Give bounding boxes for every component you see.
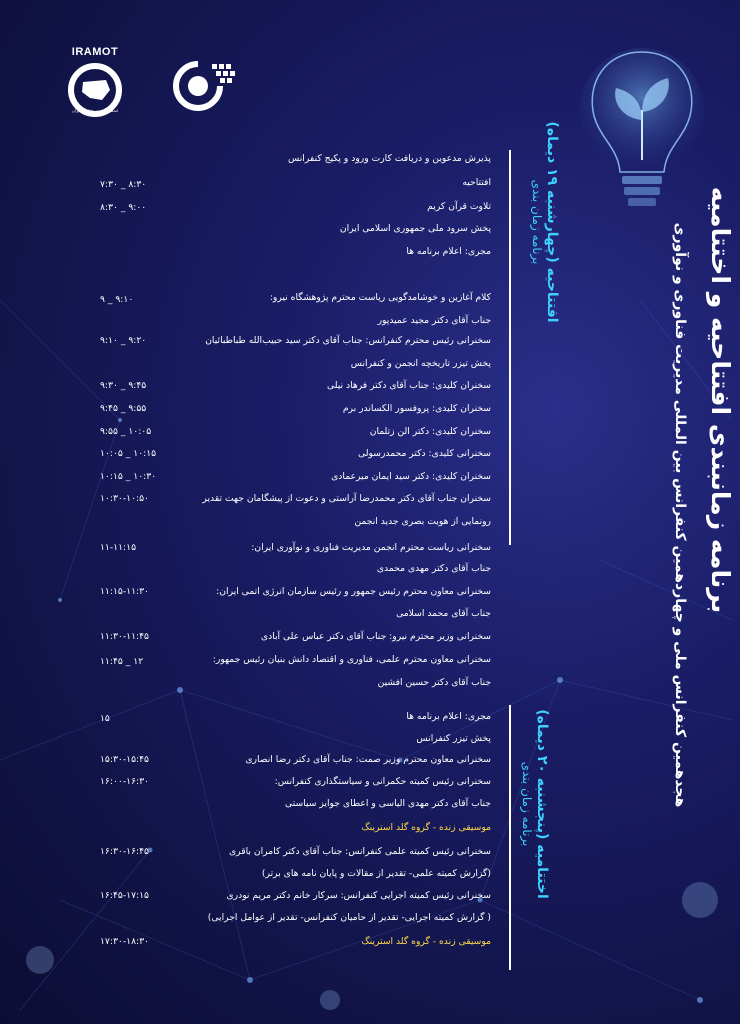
schedule-item-text: سخنرانی رئیس کمیته اجرایی کنفرانس: سرکار خانم دکتر مریم نودری xyxy=(226,890,491,901)
schedule-item-time: ۱۶:۳۰-۱۶:۴۵ xyxy=(100,846,149,857)
schedule-item-text: سخنران کلیدی: دکتر سید ایمان میرعمادی xyxy=(331,471,491,482)
schedule-item-time xyxy=(100,313,220,329)
schedule-item-time: ۹ _ ۹:۱۰ xyxy=(100,294,134,305)
schedule-item-text: موسیقی زنده - گروه گلد استرینگ xyxy=(361,822,491,833)
schedule-item-time xyxy=(100,151,220,167)
schedule-item-text: پخش سرود ملی جمهوری اسلامی ایران xyxy=(339,223,491,234)
schedule-item-text: مجری: اعلام برنامه ها xyxy=(406,711,491,722)
schedule-item-text: سخنرانی وزیر محترم نیرو: جناب آقای دکتر عباس علی آبادی xyxy=(260,631,491,642)
schedule-item-time: ۸:۳۰ _ ۹:۰۰ xyxy=(100,202,147,213)
schedule-item-text: تلاوت قرآن کریم xyxy=(427,201,491,212)
conference-subtitle: هجدهمین کنفرانس ملی و چهاردهمین کنفرانس بین المللی مدیریت فناوری و نوآوری xyxy=(672,222,688,808)
schedule-item-time: ۹:۱۰ _ ۹:۲۰ xyxy=(100,335,147,346)
schedule-item-time: ۱۵ xyxy=(100,713,110,724)
main-title: برنامه زمانبندی افتتاحیه و اختتامیه xyxy=(706,186,735,614)
schedule-item-text: موسیقی زنده - گروه گلد استرینگ xyxy=(361,936,491,947)
schedule-item-time xyxy=(100,606,220,622)
closing-divider xyxy=(509,705,511,970)
schedule-item-time: ۱۱:۱۵-۱۱:۳۰ xyxy=(100,586,149,597)
schedule-item-text: جناب آقای دکتر حسین افشین xyxy=(377,677,491,688)
schedule-item-text: مجری: اعلام برنامه ها xyxy=(406,246,491,257)
schedule-item-time: ۱۱-۱۱:۱۵ xyxy=(100,542,137,553)
schedule-item-text: سخنران کلیدی: جناب آقای دکتر فرهاد نیلی xyxy=(327,380,491,391)
schedule-item-time: ۱۶:۰۰-۱۶:۳۰ xyxy=(100,776,149,787)
schedule-item-time: ۱۶:۴۵-۱۷:۱۵ xyxy=(100,890,149,901)
opening-subtitle: برنامه زمان بندی xyxy=(530,179,544,265)
schedule-item-text: (گزارش کمیته علمی- تقدیر از مقالات و پایان نامه های برتر) xyxy=(261,868,491,879)
schedule-item-text: سخنرانی کلیدی: دکتر محمدرسولی xyxy=(358,448,491,459)
iramot-logo-label: IRAMOT xyxy=(71,46,119,58)
schedule-item-text: سخنرانی معاون محترم رئیس جمهور و رئیس سازمان انرژی اتمی ایران: xyxy=(216,586,491,597)
opening-divider xyxy=(509,150,511,545)
iramot-logo xyxy=(58,46,132,126)
institute-logo xyxy=(168,56,242,116)
schedule-item-time xyxy=(100,356,220,372)
schedule-item-text: جناب آقای دکتر مهدی الیاسی و اعطای جوایز سیاستی xyxy=(285,798,491,809)
opening-title: افتتاحیه (چهارشنبه ۱۹ دیماه) xyxy=(544,121,560,323)
schedule-item-text: جناب آقای دکتر مهدی محمدی xyxy=(376,563,491,574)
schedule-item-text: جناب آقای محمد اسلامی xyxy=(396,608,491,619)
opening-section-header xyxy=(520,102,560,342)
schedule-item-text: سخنرانی ریاست محترم انجمن مدیریت فناوری و نوآوری ایران: xyxy=(251,542,491,553)
schedule-item-text: پخش تیزر کنفرانس xyxy=(416,733,491,744)
closing-subtitle: برنامه زمان بندی xyxy=(520,761,534,847)
schedule-item-text: پذیرش مدعوین و دریافت کارت ورود و پکیج کنفرانس xyxy=(288,153,491,164)
schedule-item-text: پخش تیزر تاریخچه انجمن و کنفرانس xyxy=(350,358,491,369)
schedule-item-time xyxy=(100,866,220,882)
closing-title: اختتامیه (پنجشنبه ۲۰ دیماه) xyxy=(534,709,550,899)
schedule-item-time xyxy=(100,820,220,836)
schedule-item-text: سخنرانی معاون محترم وزیر صمت: جناب آقای دکتر رضا انصاری xyxy=(245,754,491,765)
schedule-item-time: ۱۰:۱۵ _ ۱۰:۳۰ xyxy=(100,471,157,482)
schedule-item-time xyxy=(100,910,220,926)
schedule-item-time: ۹:۳۰ _ ۹:۴۵ xyxy=(100,380,147,391)
institute-logo-icon xyxy=(168,56,242,116)
closing-section-header xyxy=(510,704,550,904)
schedule-item-text: سخنرانی رئیس کمیته علمی کنفرانس: جناب آقای دکتر کامران باقری xyxy=(228,846,491,857)
schedule-item-time xyxy=(100,561,220,577)
schedule-item-text: کلام آغازین و خوشامدگویی ریاست محترم پژوهشگاه نیرو: xyxy=(269,292,491,303)
schedule-item-text: سخنرانی معاون محترم علمی، فناوری و اقتصاد دانش بنیان رئیس جمهور: xyxy=(212,654,491,665)
iramot-emblem-icon xyxy=(58,46,132,126)
schedule-item-time xyxy=(100,514,220,530)
schedule-item-time: ۱۰:۰۵ _ ۱۰:۱۵ xyxy=(100,448,157,459)
schedule-item-time: ۱۵:۳۰-۱۵:۴۵ xyxy=(100,754,149,765)
schedule-item-text: افتتاحیه xyxy=(462,177,491,188)
schedule-item-text: ( گزارش کمیته اجرایی- تقدیر از حامیان کنفرانس- تقدیر از عوامل اجرایی) xyxy=(207,912,491,923)
schedule-item-text: سخنران جناب آقای دکتر محمدرضا آراستی و دعوت از پیشگامان جهت تقدیر xyxy=(202,493,491,504)
schedule-item-time xyxy=(100,731,220,747)
schedule-item-time xyxy=(100,244,220,260)
schedule-item-text: سخنران کلیدی: دکتر الن زتلمان xyxy=(369,426,491,437)
schedule-item-text: رونمایی از هویت بصری جدید انجمن xyxy=(354,516,491,527)
schedule-item-text: جناب آقای دکتر مجید عمیدپور xyxy=(377,315,491,326)
iramot-logo-subtitle: انجمن مدیریت فناوری ایران xyxy=(71,108,119,113)
schedule-item-time xyxy=(100,675,220,691)
schedule-item-text: سخنرانی رئیس محترم کنفرانس: جناب آقای دکتر سید حبیب‌الله طباطبائیان xyxy=(205,335,491,346)
schedule-item-time: ۱۱:۳۰-۱۱:۴۵ xyxy=(100,631,149,642)
schedule-item-time: ۹:۵۵ _ ۱۰:۰۵ xyxy=(100,426,152,437)
schedule-item-time: ۹:۴۵ _ ۹:۵۵ xyxy=(100,403,147,414)
schedule-item-time: ۱۷:۳۰-۱۸:۳۰ xyxy=(100,936,149,947)
schedule-item-time xyxy=(100,221,220,237)
schedule-item-time: ۱۰:۳۰-۱۰:۵۰ xyxy=(100,493,149,504)
schedule-item-time xyxy=(100,796,220,812)
schedule-item-time: ۷:۳۰ _ ۸:۳۰ xyxy=(100,179,147,190)
schedule-item-text: سخنرانی رئیس کمیته حکمرانی و سیاستگذاری کنفرانس: xyxy=(274,776,491,787)
schedule-item-time: ۱۱:۴۵ _ ۱۲ xyxy=(100,656,144,667)
schedule-item-text: سخنران کلیدی: پروفسور الکساندر برم xyxy=(342,403,491,414)
